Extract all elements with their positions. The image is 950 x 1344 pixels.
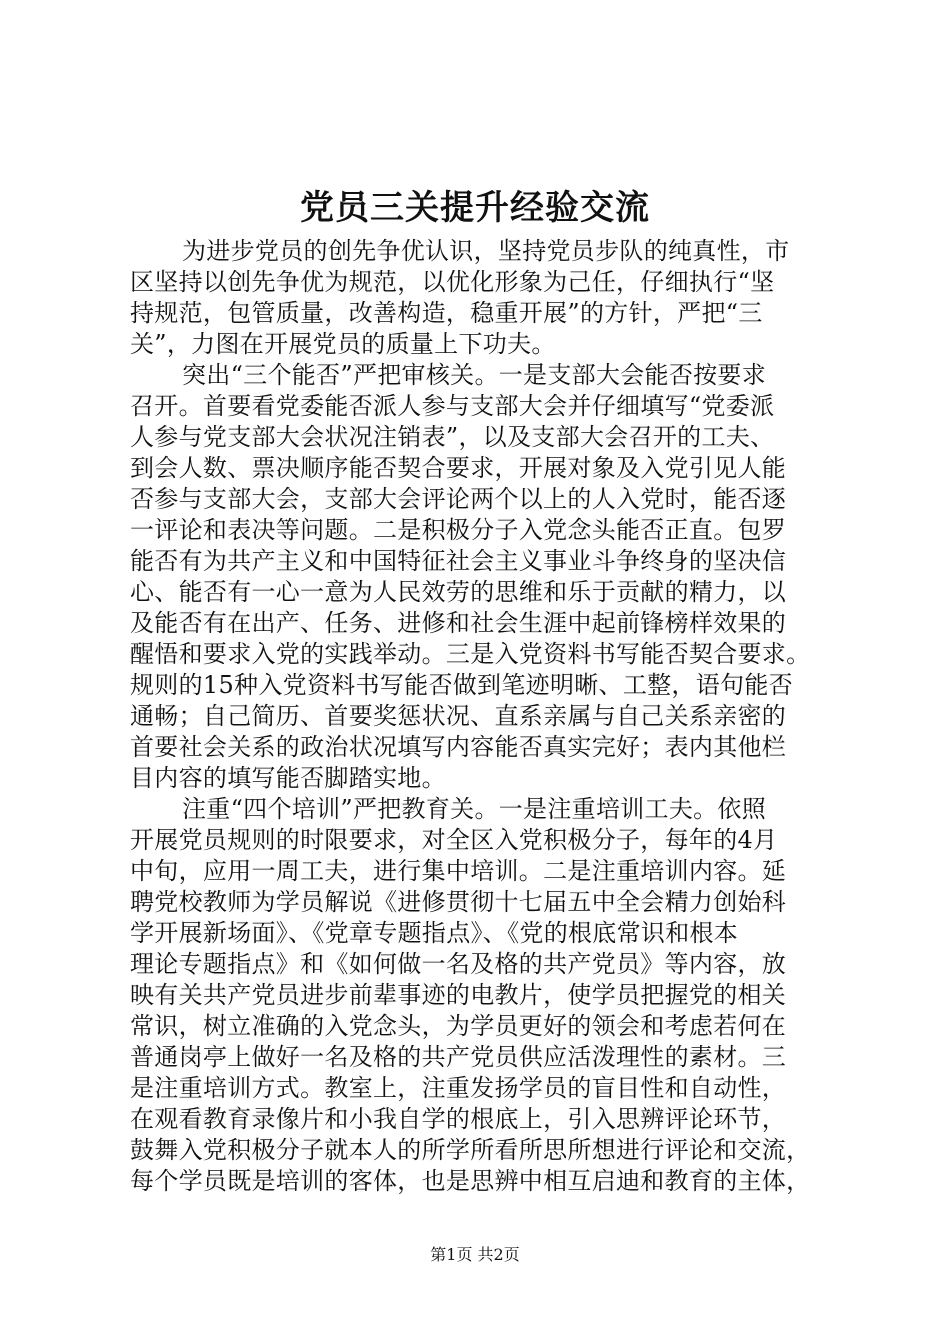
- paragraph-line: 普通岗亭上做好一名及格的共产党员供应活泼理性的素材。三: [130, 1043, 787, 1071]
- paragraph-line: 否参与支部大会，支部大会评论两个以上的人入党时，能否逐: [130, 485, 787, 513]
- paragraph-line: 能否有为共产主义和中国特征社会主义事业斗争终身的坚决信: [130, 547, 787, 575]
- paragraph-line: 首要社会关系的政治状况填写内容能否真实完好；表内其他栏: [130, 733, 787, 761]
- paragraph-line: 突出“三个能否”严把审核关。一是支部大会能否按要求: [182, 361, 767, 389]
- paragraph-line: 注重“四个培训”严把教育关。一是注重培训工夫。依照: [182, 795, 767, 823]
- paragraph-line: 及能否有在出产、任务、进修和社会生涯中起前锋榜样效果的: [130, 609, 787, 637]
- document-body: [130, 236, 822, 1197]
- paragraph-line: 开展党员规则的时限要求，对全区入党积极分子，每年的4月: [130, 826, 778, 854]
- page-number-footer: 第1页 共2页: [430, 1245, 520, 1264]
- paragraph-line: 是注重培训方式。教室上，注重发扬学员的盲目性和自动性，: [130, 1074, 787, 1102]
- paragraph-line: 持规范，包管质量，改善构造，稳重开展”的方针，严把“三: [130, 299, 763, 327]
- paragraph-line: 通畅；自己简历、首要奖惩状况、直系亲属与自己关系亲密的: [130, 702, 787, 730]
- paragraph-line: 中旬，应用一周工夫，进行集中培训。二是注重培训内容。延: [130, 857, 787, 885]
- paragraph-line: 鼓舞入党积极分子就本人的所学所看所思所想进行评论和交流，: [130, 1136, 811, 1164]
- paragraph-line: 心、能否有一心一意为人民效劳的思维和乐于贡献的精力，以: [130, 578, 787, 606]
- paragraph-line: 为进步党员的创先争优认识，坚持党员步队的纯真性，市: [182, 237, 790, 265]
- document-title: 党员三关提升经验交流: [300, 188, 650, 228]
- paragraph-line: 每个学员既是培训的客体，也是思辨中相互启迪和教育的主体，: [130, 1167, 811, 1195]
- paragraph-line: 在观看教育录像片和小我自学的根底上，引入思辨评论环节，: [130, 1105, 787, 1133]
- paragraph-line: 关”，力图在开展党员的质量上下功夫。: [130, 330, 556, 358]
- paragraph-line: 到会人数、票决顺序能否契合要求，开展对象及入党引见人能: [130, 454, 787, 482]
- paragraph-line: 聘党校教师为学员解说《进修贯彻十七届五中全会精力创始科: [130, 888, 787, 916]
- paragraph-line: 一评论和表决等问题。二是积极分子入党念头能否正直。包罗: [130, 516, 787, 544]
- paragraph-line: 召开。首要看党委能否派人参与支部大会并仔细填写“党委派: [130, 392, 775, 420]
- paragraph-line: 人参与党支部大会状况注销表”，以及支部大会召开的工夫、: [130, 423, 775, 451]
- paragraph-line: 学开展新场面》、《党章专题指点》、《党的根底常识和根本: [130, 919, 739, 947]
- paragraph-line: 醒悟和要求入党的实践举动。三是入党资料书写能否契合要求。: [130, 640, 811, 668]
- paragraph-line: 常识，树立准确的入党念头，为学员更好的领会和考虑若何在: [130, 1012, 787, 1040]
- paragraph-line: 目内容的填写能否脚踏实地。: [130, 764, 446, 792]
- paragraph-line: 区坚持以创先争优为规范，以优化形象为己任，仔细执行“坚: [130, 268, 775, 296]
- paragraph-line: 理论专题指点》和《如何做一名及格的共产党员》等内容，放: [130, 950, 787, 978]
- paragraph-line: 映有关共产党员进步前辈事迹的电教片，使学员把握党的相关: [130, 981, 787, 1009]
- paragraph-line: 规则的15种入党资料书写能否做到笔迹明晰、工整，语句能否: [130, 671, 793, 699]
